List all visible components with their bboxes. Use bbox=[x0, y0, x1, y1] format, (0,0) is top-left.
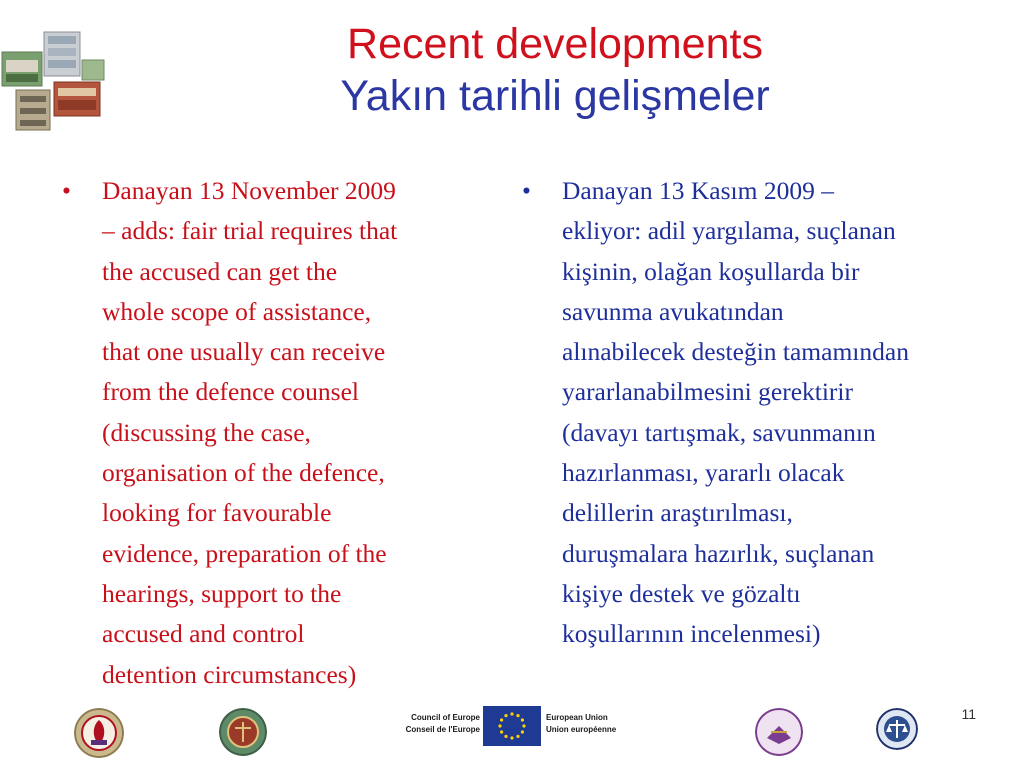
turkish-academy-seal-icon bbox=[74, 708, 124, 758]
coe-label-fr: Conseil de l'Europe bbox=[405, 725, 480, 734]
bullet-line: ekliyor: adil yargılama, suçlanan bbox=[562, 216, 896, 246]
bullet-line: from the defence counsel bbox=[102, 377, 360, 407]
bullet-line: (discussing the case, bbox=[102, 417, 311, 447]
page-number: 11 bbox=[961, 706, 976, 722]
bullet-icon: • bbox=[62, 176, 71, 205]
eu-label-fr: Union européenne bbox=[546, 725, 617, 734]
bullet-line: duruşmalara hazırlık, suçlanan bbox=[562, 538, 875, 568]
bullet-line: (davayı tartışmak, savunmanın bbox=[562, 417, 876, 447]
bullet-line: evidence, preparation of the bbox=[102, 538, 387, 568]
bullet-line: that one usually can receive bbox=[102, 337, 386, 367]
eu-label-en: European Union bbox=[546, 713, 608, 722]
title-turkish: Yakın tarihli gelişmeler bbox=[340, 72, 770, 120]
slide-title bbox=[160, 18, 950, 122]
bullet-line: detention circumstances) bbox=[102, 659, 357, 689]
bullet-line: whole scope of assistance, bbox=[102, 296, 372, 326]
bullet-line: kişinin, olağan koşullarda bir bbox=[562, 256, 860, 286]
bullet-line: alınabilecek desteğin tamamından bbox=[562, 337, 909, 367]
eu-flag-icon bbox=[483, 706, 541, 746]
bullet-item-english bbox=[62, 171, 502, 695]
turkish-bar-seal-icon bbox=[219, 708, 267, 756]
english-bullet-column bbox=[62, 171, 502, 695]
building-collage-logo bbox=[0, 30, 112, 134]
bullet-item-turkish bbox=[522, 171, 1022, 655]
bullet-line: organisation of the defence, bbox=[102, 458, 385, 488]
bullet-line: – adds: fair trial requires that bbox=[102, 216, 398, 246]
justice-book-seal-icon bbox=[755, 708, 803, 756]
bullet-line: accused and control bbox=[102, 619, 305, 649]
bullet-line: savunma avukatından bbox=[562, 296, 784, 326]
bullet-line: hazırlanması, yararlı olacak bbox=[562, 458, 845, 488]
bullet-line: the accused can get the bbox=[102, 256, 338, 286]
bullet-line: looking for favourable bbox=[102, 498, 332, 528]
title-english: Recent developments bbox=[347, 20, 763, 68]
scales-seal-icon bbox=[876, 708, 918, 750]
bullet-line: koşullarının incelenmesi) bbox=[562, 619, 821, 649]
bullet-line: kişiye destek ve gözaltı bbox=[562, 578, 801, 608]
bullet-icon: • bbox=[522, 176, 531, 205]
turkish-bullet-column bbox=[522, 171, 1022, 655]
coe-label-en: Council of Europe bbox=[411, 713, 480, 722]
bullet-line: delillerin araştırılması, bbox=[562, 498, 793, 528]
bullet-line: hearings, support to the bbox=[102, 578, 342, 608]
bullet-line: yararlanabilmesini gerektirir bbox=[562, 377, 853, 407]
council-of-europe-label bbox=[396, 712, 480, 736]
bullet-line: Danayan 13 Kasım 2009 – bbox=[562, 176, 834, 205]
european-union-label bbox=[546, 712, 646, 736]
bullet-line: Danayan 13 November 2009 bbox=[102, 176, 396, 205]
